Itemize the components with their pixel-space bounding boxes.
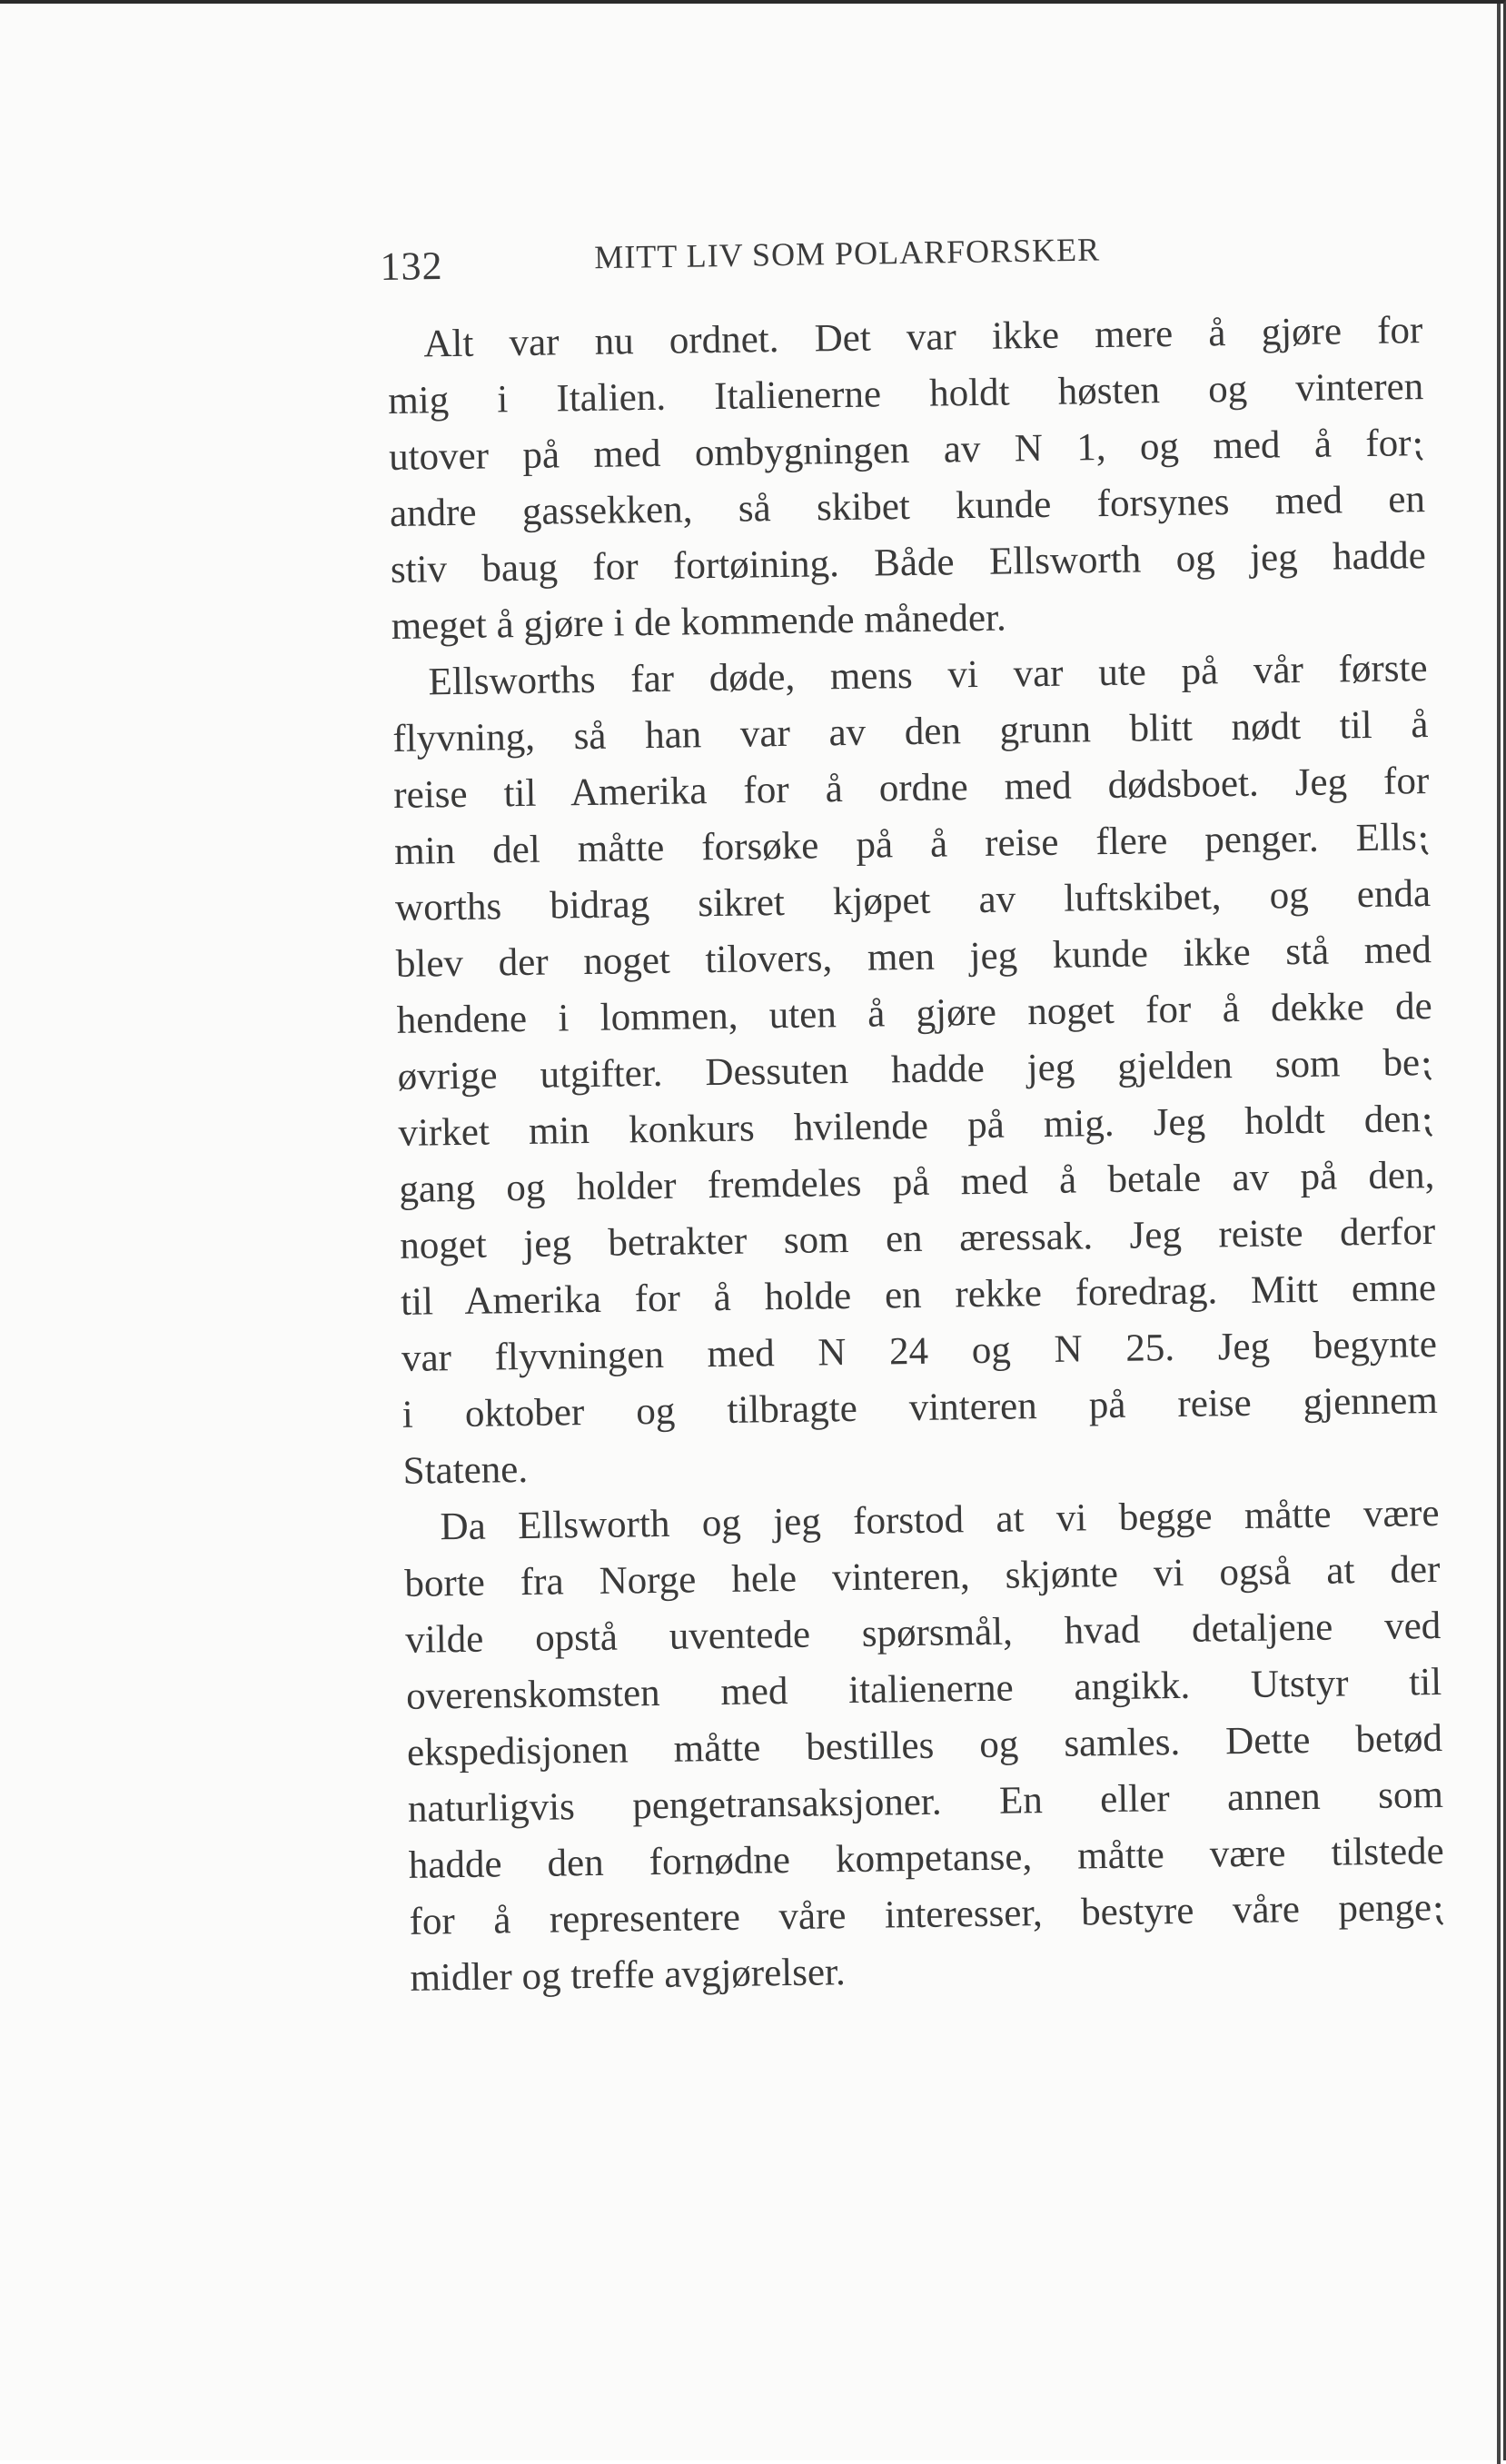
page-number: 132 — [380, 243, 443, 289]
text-line: worths bidrag sikret kjøpet av luftskibet, og enda — [394, 872, 1432, 929]
page-edge — [1497, 4, 1501, 2464]
text-line: hendene i lommen, uten å gjøre noget for å dekke de — [396, 985, 1433, 1042]
text-line: reise til Amerika for å ordne med dødsboet. Jeg for — [393, 760, 1430, 817]
paragraph-3 — [403, 1485, 1446, 2007]
running-title: MITT LIV SOM POLARFORSKER — [594, 231, 1101, 276]
text-line: for å representere våre interesser, bestyre våre penge⁏ — [409, 1885, 1445, 1943]
text-line: vilde opstå uventede spørsmål, hvad detaljene ved — [405, 1604, 1442, 1662]
text-line: virket min konkurs hvilende på mig. Jeg holdt den⁏ — [398, 1097, 1434, 1155]
paragraph-2 — [391, 641, 1439, 1500]
text-line: til Amerika for å holde en rekke foredrag. Mitt emne — [400, 1266, 1437, 1324]
text-line: Ellsworths far døde, mens vi var ute på vår første — [428, 647, 1428, 704]
text-line: utover på med ombygningen av N 1, og med å for⁏ — [388, 422, 1425, 479]
text-line: Statene. — [402, 1447, 529, 1493]
text-line: midler og treffe avgjørelser. — [410, 1951, 847, 2000]
text-line: ekspedisjonen måtte bestilles og samles. Dette betød — [406, 1716, 1443, 1774]
text-line: Alt var nu ordnet. Det var ikke mere å gjøre for — [423, 309, 1423, 366]
text-line: min del måtte forsøke på å reise flere penger. Ells⁏ — [393, 816, 1431, 873]
text-line: hadde den fornødne kompetanse, måtte være tilstede — [408, 1829, 1445, 1887]
text-line: blev der noget tilovers, men jeg kunde ikke stå med — [395, 929, 1432, 986]
text-line: meget å gjøre i de kommende måneder. — [391, 596, 1007, 648]
text-line: stiv baug for fortøining. Både Ellsworth og jeg hadde — [390, 534, 1427, 591]
text-line: gang og holder fremdeles på med å betale av på den, — [399, 1153, 1435, 1211]
body-text — [387, 303, 1446, 2007]
text-line: naturligvis pengetransaksjoner. En eller annen som — [407, 1773, 1444, 1831]
text-line: Da Ellsworth og jeg forstod at vi begge måtte være — [440, 1491, 1440, 1549]
paragraph-1 — [387, 303, 1427, 655]
text-line: andre gassekken, så skibet kunde forsynes med en — [389, 478, 1426, 535]
text-line: overenskomsten med italienerne angikk. Utstyr til — [405, 1660, 1442, 1718]
text-line: flyvning, så han var av den grunn blitt nødt til å — [392, 703, 1429, 760]
text-line: noget jeg betrakter som en æressak. Jeg reiste derfor — [399, 1209, 1436, 1267]
text-line: borte fra Norge hele vinteren, skjønte vi også at der — [404, 1547, 1441, 1605]
text-line: i oktober og tilbragte vinteren på reise gjennem — [401, 1378, 1439, 1436]
text-line: mig i Italien. Italienerne holdt høsten og vinteren — [387, 365, 1424, 422]
text-line: øvrige utgifter. Dessuten hadde jeg gjelden som be⁏ — [397, 1041, 1433, 1098]
text-line: var flyvningen med N 24 og N 25. Jeg begynte — [401, 1322, 1438, 1380]
running-header — [380, 225, 1198, 293]
